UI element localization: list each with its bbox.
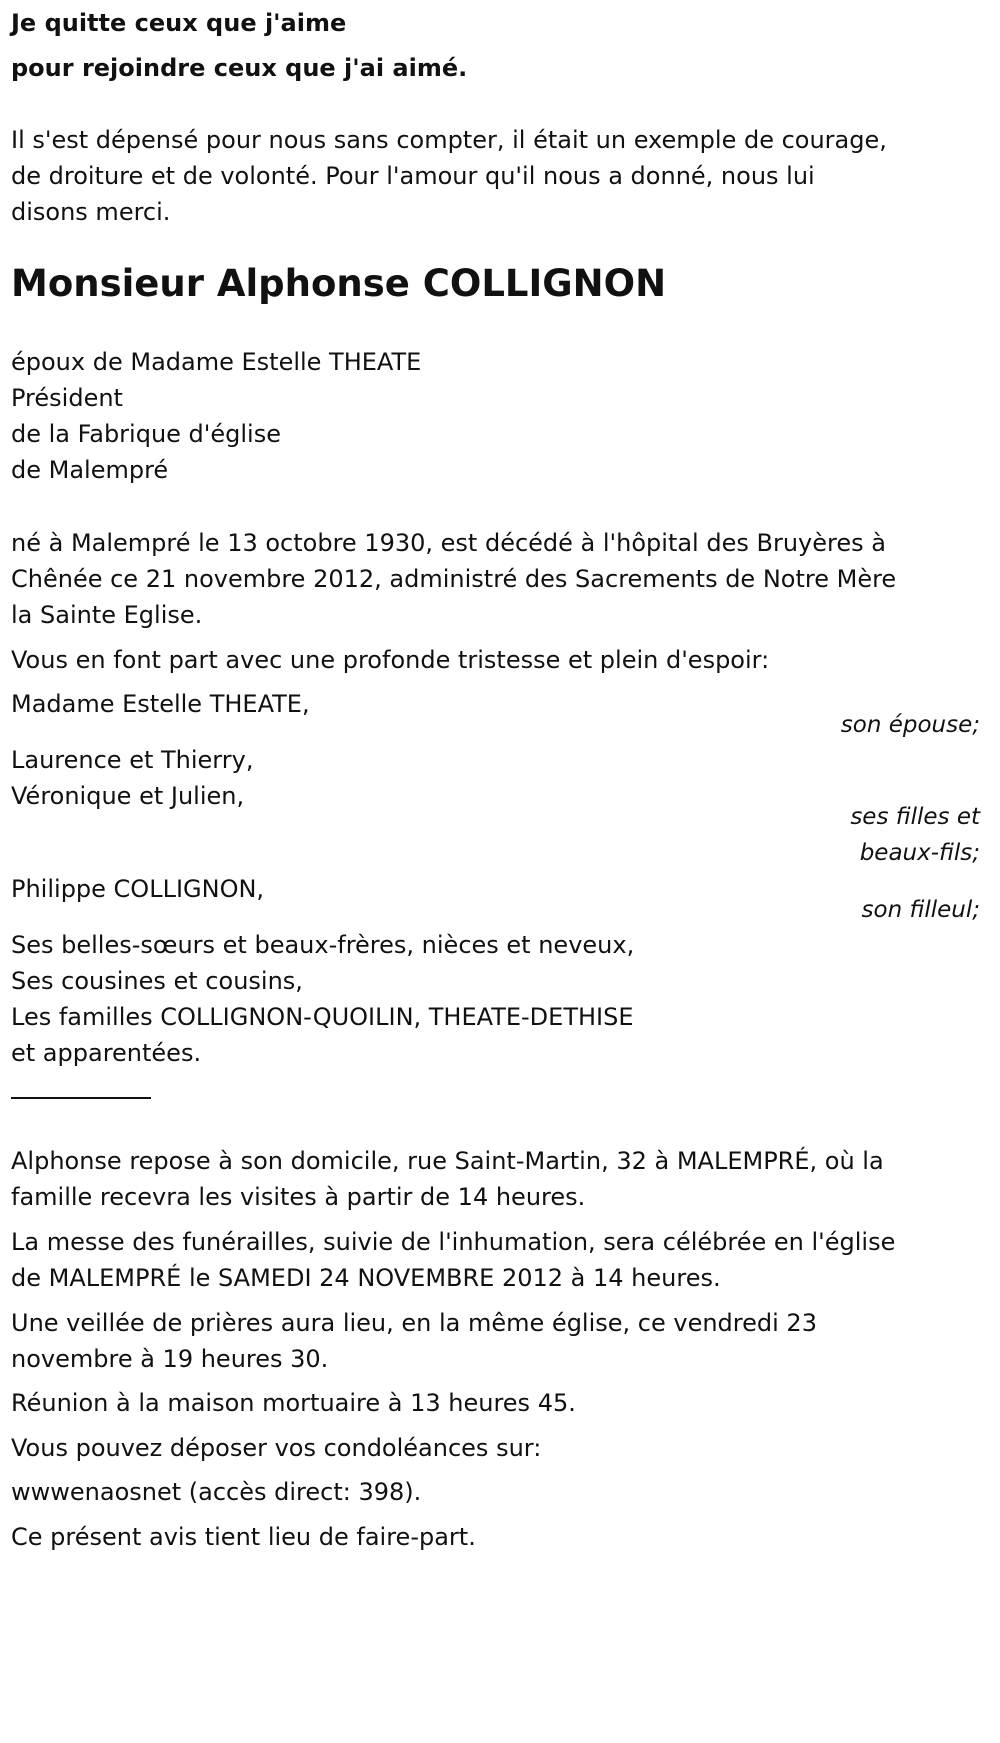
detail-vigil-line-1: Une veillée de prières aura lieu, en la même église, ce vendredi 23 [11,1309,817,1337]
daughters-role-line-1: ses filles et [850,804,980,830]
detail-wake-line-2: famille recevra les visites à partir de 14 heures. [11,1183,586,1211]
detail-funeral-line-1: La messe des funérailles, suivie de l'inhumation, sera célébrée en l'église [11,1228,896,1256]
title-line-3: de la Fabrique d'église [11,420,281,448]
daughter-line-1: Laurence et Thierry, [11,746,254,774]
relatives-line-2: Ses cousines et cousins, [11,967,303,995]
relatives-line-4: et apparentées. [11,1039,202,1067]
section-divider [11,1097,151,1099]
bio-line-1: né à Malempré le 13 octobre 1930, est décédé à l'hôpital des Bruyères à [11,529,886,557]
spouse-role: son épouse; [840,712,980,738]
relatives-line-1: Ses belles-sœurs et beaux-frères, nièces et neveux, [11,931,635,959]
title-line-2: Président [11,384,123,412]
detail-funeral-line-2: de MALEMPRÉ le SAMEDI 24 NOVEMBRE 2012 à 14 heures. [11,1264,721,1292]
bio-line-3: la Sainte Eglise. [11,601,203,629]
spouse-name: Madame Estelle THEATE, [11,690,310,718]
announcement: Vous en font part avec une profonde tristesse et plein d'espoir: [11,646,770,674]
header-verse-line-1: Je quitte ceux que j'aime [11,9,347,37]
relatives-line-3: Les familles COLLIGNON-QUOILIN, THEATE-DETHISE [11,1003,634,1031]
title-line-4: de Malempré [11,456,169,484]
header-verse-line-2: pour rejoindre ceux que j'ai aimé. [11,54,468,82]
detail-wake-line-1: Alphonse repose à son domicile, rue Saint-Martin, 32 à MALEMPRÉ, où la [11,1147,884,1175]
godson-name: Philippe COLLIGNON, [11,875,265,903]
tribute-line-3: disons merci. [11,198,171,226]
tribute-line-2: de droiture et de volonté. Pour l'amour qu'il nous a donné, nous lui [11,162,815,190]
tribute-line-1: Il s'est dépensé pour nous sans compter, il était un exemple de courage, [11,126,887,154]
bio-line-2: Chênée ce 21 novembre 2012, administré des Sacrements de Notre Mère [11,565,897,593]
detail-gathering: Réunion à la maison mortuaire à 13 heures 45. [11,1389,576,1417]
godson-role: son filleul; [861,897,980,923]
detail-condolences: Vous pouvez déposer vos condoléances sur: [11,1434,542,1462]
detail-notice: Ce présent avis tient lieu de faire-part. [11,1523,476,1551]
daughters-role-line-2: beaux-fils; [859,840,980,866]
title-line-1: époux de Madame Estelle THEATE [11,348,422,376]
detail-vigil-line-2: novembre à 19 heures 30. [11,1345,329,1373]
deceased-name: Monsieur Alphonse COLLIGNON [11,262,667,305]
daughter-line-2: Véronique et Julien, [11,782,245,810]
detail-website: wwwenaosnet (accès direct: 398). [11,1478,422,1506]
